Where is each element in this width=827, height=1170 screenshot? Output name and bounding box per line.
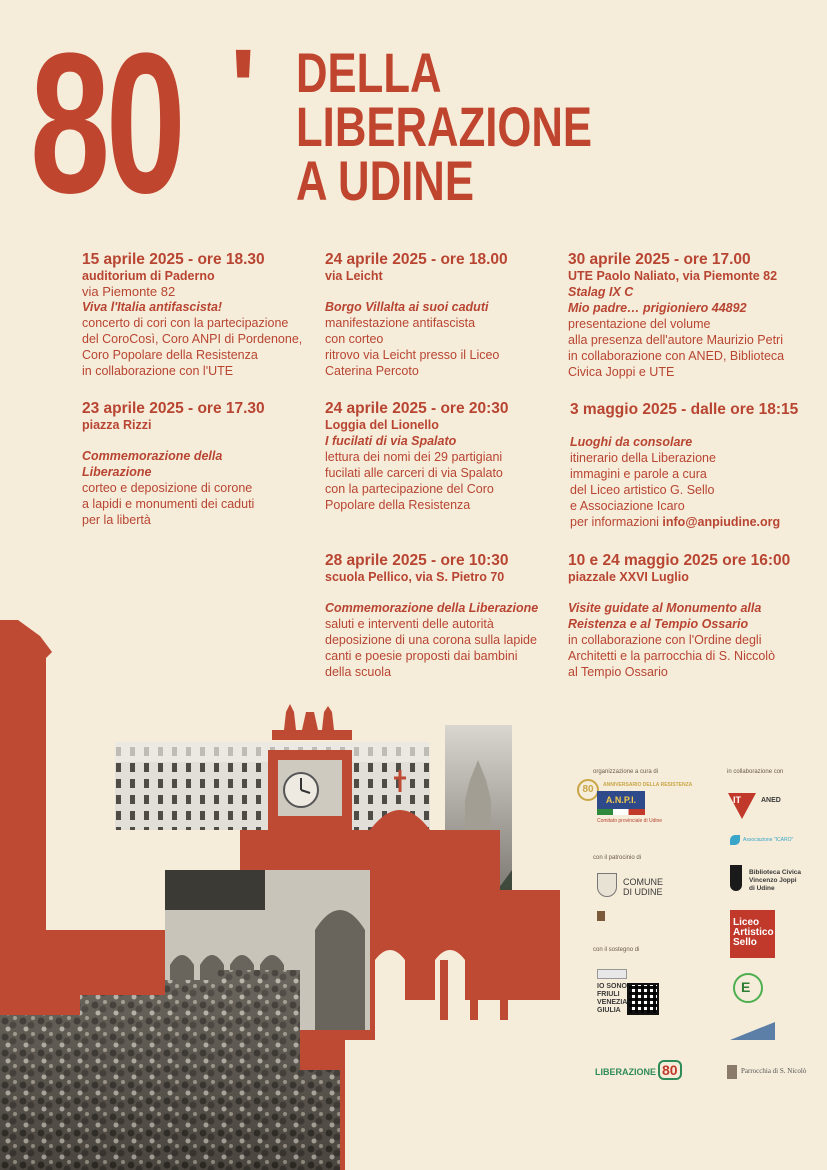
- event-spacer: [82, 433, 322, 448]
- event-desc-line: fucilati alle carceri di via Spalato: [325, 466, 503, 480]
- liceo-line-1: Liceo: [733, 917, 760, 928]
- event-date: 23 aprile 2025 - ore 17.30: [82, 400, 265, 417]
- parrocchia-logo: Parrocchia di S. Nicolò: [741, 1067, 807, 1075]
- bell-icon: [302, 712, 318, 730]
- event-desc-line: Civica Joppi e UTE: [568, 365, 675, 379]
- icaro-logo: Associazione "ICARO": [743, 837, 794, 843]
- event-5: [325, 400, 565, 513]
- event-desc-line: immagini e parole a cura: [570, 467, 707, 481]
- event-desc-line: alla presenza dell'autore Maurizio Petri: [568, 333, 783, 347]
- event-date: 24 aprile 2025 - ore 18.00: [325, 251, 508, 268]
- event-desc-line: Architetti e la parrocchia di S. Niccolò: [568, 649, 776, 663]
- aned-logo: ANED: [761, 797, 781, 804]
- regione-fvg-logo: [597, 983, 627, 1015]
- italian-flag-icon: [597, 809, 645, 815]
- event-desc-line: canti e poesie proposti dai bambini: [325, 649, 518, 663]
- event-desc-line: saluti e interventi delle autorità: [325, 617, 494, 631]
- statue-icon: [284, 704, 296, 730]
- event-desc-line: della scuola: [325, 665, 392, 679]
- architects-logo-icon: [730, 1022, 775, 1040]
- event-6: [570, 401, 820, 530]
- event-name: Commemorazione della: [82, 449, 223, 463]
- poster-header: [0, 0, 827, 240]
- event-date: 3 maggio 2025 - dalle ore 18:15: [570, 401, 799, 418]
- event-desc-line: deposizione di una corona sulla lapide: [325, 633, 537, 647]
- event-date: 30 aprile 2025 - ore 17.00: [568, 251, 751, 268]
- caption-collaboration: in collaborazione con: [727, 769, 784, 775]
- event-info: [570, 514, 820, 530]
- anpi-80-icon: 80: [577, 779, 599, 801]
- anniversary-apostrophe: ': [230, 27, 257, 150]
- udine-crest-icon: [597, 873, 617, 897]
- regione-line-1: IO SONO: [597, 983, 627, 990]
- event-desc-line: per la libertà: [82, 513, 151, 527]
- statue-icon: [322, 706, 334, 730]
- event-place: piazza Rizzi: [82, 418, 152, 432]
- event-name: I fucilati di via Spalato: [325, 434, 457, 448]
- event-desc-line: concerto di cori con la partecipazione: [82, 316, 289, 330]
- event-place: via Piemonte 82: [82, 284, 176, 299]
- event-desc-line: in collaborazione con ANED, Biblioteca: [568, 349, 785, 363]
- anpi-logo: A.N.P.I.: [597, 791, 645, 809]
- liceo-line-3: Sello: [733, 937, 757, 948]
- comune-line-2: DI UDINE: [623, 887, 663, 897]
- event-desc-line: Popolare della Resistenza: [325, 498, 471, 512]
- event-name: Reistenza e al Tempio Ossario: [568, 617, 749, 631]
- event-3: [568, 251, 808, 380]
- biblioteca-line-2: Vincenzo Joppi: [749, 877, 797, 884]
- event-name: Commemorazione della Liberazione: [325, 601, 539, 615]
- event-spacer: [570, 419, 820, 434]
- regione-line-3: VENEZIA: [597, 999, 628, 1006]
- liberazione-80: 80: [658, 1060, 682, 1080]
- event-desc-line: del Liceo artistico G. Sello: [570, 483, 715, 497]
- event-desc-line: lettura dei nomi dei 29 partigiani: [325, 450, 503, 464]
- caption-patrocinio: con il patrocinio di: [593, 855, 642, 861]
- event-desc-line: e Associazione Icaro: [570, 499, 685, 513]
- event-place: auditorium di Paderno: [82, 269, 215, 283]
- anpi-subtitle: Comitato provinciale di Udine: [597, 818, 663, 824]
- liceo-sello-logo: [730, 910, 775, 958]
- event-desc-line: con corteo: [325, 332, 384, 346]
- event-name: Liberazione: [82, 465, 152, 479]
- caption-sostegno: con il sostegno di: [593, 947, 640, 953]
- event-1: [82, 251, 322, 379]
- title-line-1: DELLA: [296, 41, 442, 104]
- university-e-icon: E: [741, 979, 751, 995]
- biblioteca-line-3: di Udine: [749, 885, 775, 892]
- event-spacer: [325, 585, 565, 600]
- event-date: 28 aprile 2025 - ore 10:30: [325, 552, 509, 569]
- event-place: via Leicht: [325, 269, 383, 283]
- event-place: piazzale XXVI Luglio: [568, 570, 689, 584]
- tower-silhouette: [0, 620, 52, 980]
- event-name: Stalag IX C: [568, 285, 634, 299]
- event-desc-line: in collaborazione con l'UTE: [82, 364, 234, 378]
- anniversary-number: 80: [30, 12, 182, 235]
- poster-title: [296, 41, 593, 212]
- anpi-anniversary: ANNIVERSARIO DELLA RESISTENZA: [603, 782, 693, 788]
- regione-line-4: GIULIA: [597, 1007, 621, 1014]
- event-name: Viva l'Italia antifascista!: [82, 300, 223, 314]
- biblioteca-logo: [749, 869, 801, 893]
- event-name: Borgo Villalta ai suoi caduti: [325, 300, 489, 314]
- event-place: Loggia del Lionello: [325, 418, 439, 432]
- title-line-3: A UDINE: [296, 149, 474, 212]
- comune-logo: [623, 877, 663, 897]
- regione-line-2: FRIULI: [597, 991, 620, 998]
- event-date: 15 aprile 2025 - ore 18.30: [82, 251, 265, 268]
- event-desc-line: a lapidi e monumenti dei caduti: [82, 497, 255, 511]
- event-desc-line: Coro Popolare della Resistenza: [82, 348, 258, 362]
- church-icon: [727, 1065, 737, 1079]
- event-name: Luoghi da consolare: [570, 435, 693, 449]
- biblioteca-line-1: Biblioteca Civica: [749, 869, 802, 876]
- sponsor-logos: [575, 765, 827, 1085]
- event-desc-line: Caterina Percoto: [325, 364, 419, 378]
- liberazione-text: LIBERAZIONE: [595, 1067, 657, 1077]
- event-desc-line: manifestazione antifascista: [325, 316, 476, 330]
- province-crest-icon: [597, 911, 605, 921]
- icaro-icon: [730, 835, 740, 845]
- event-2: [325, 251, 565, 379]
- event-spacer: [325, 284, 565, 299]
- event-desc-line: del CoroCosì, Coro ANPI di Pordenone,: [82, 332, 303, 346]
- event-name: Mio padre… prigioniero 44892: [568, 301, 747, 315]
- joppi-j-icon: [730, 865, 742, 891]
- event-desc-line: al Tempio Ossario: [568, 665, 668, 679]
- event-4: [82, 400, 322, 528]
- regione-badge-icon: [597, 969, 627, 979]
- event-desc-line: con la partecipazione del Coro: [325, 482, 494, 496]
- event-name: Visite guidate al Monumento alla: [568, 601, 762, 615]
- event-place: scuola Pellico, via S. Pietro 70: [325, 570, 505, 584]
- event-desc-line: itinerario della Liberazione: [570, 451, 716, 465]
- liberazione-logo: [595, 1062, 682, 1078]
- comune-line-1: COMUNE: [623, 877, 663, 887]
- event-place: UTE Paolo Naliato, via Piemonte 82: [568, 269, 778, 283]
- event-desc-line: ritrovo via Leicht presso il Liceo: [325, 348, 500, 362]
- qr-code-icon: [627, 983, 659, 1015]
- event-date: 24 aprile 2025 - ore 20:30: [325, 400, 509, 417]
- event-desc-line: in collaborazione con l'Ordine degli: [568, 633, 762, 647]
- title-line-2: LIBERAZIONE: [296, 95, 593, 158]
- event-spacer: [568, 585, 818, 600]
- event-desc-line: corteo e deposizione di corone: [82, 481, 253, 495]
- aned-it-icon: IT: [733, 795, 741, 805]
- liceo-line-2: Artistico: [733, 927, 774, 938]
- email-link[interactable]: info@anpiudine.org: [662, 515, 781, 529]
- event-desc-line: presentazione del volume: [568, 317, 711, 331]
- caption-organization: organizzazione a cura di: [593, 769, 659, 775]
- info-prefix: per informazioni: [570, 515, 663, 529]
- event-date: 10 e 24 maggio 2025 ore 16:00: [568, 552, 791, 569]
